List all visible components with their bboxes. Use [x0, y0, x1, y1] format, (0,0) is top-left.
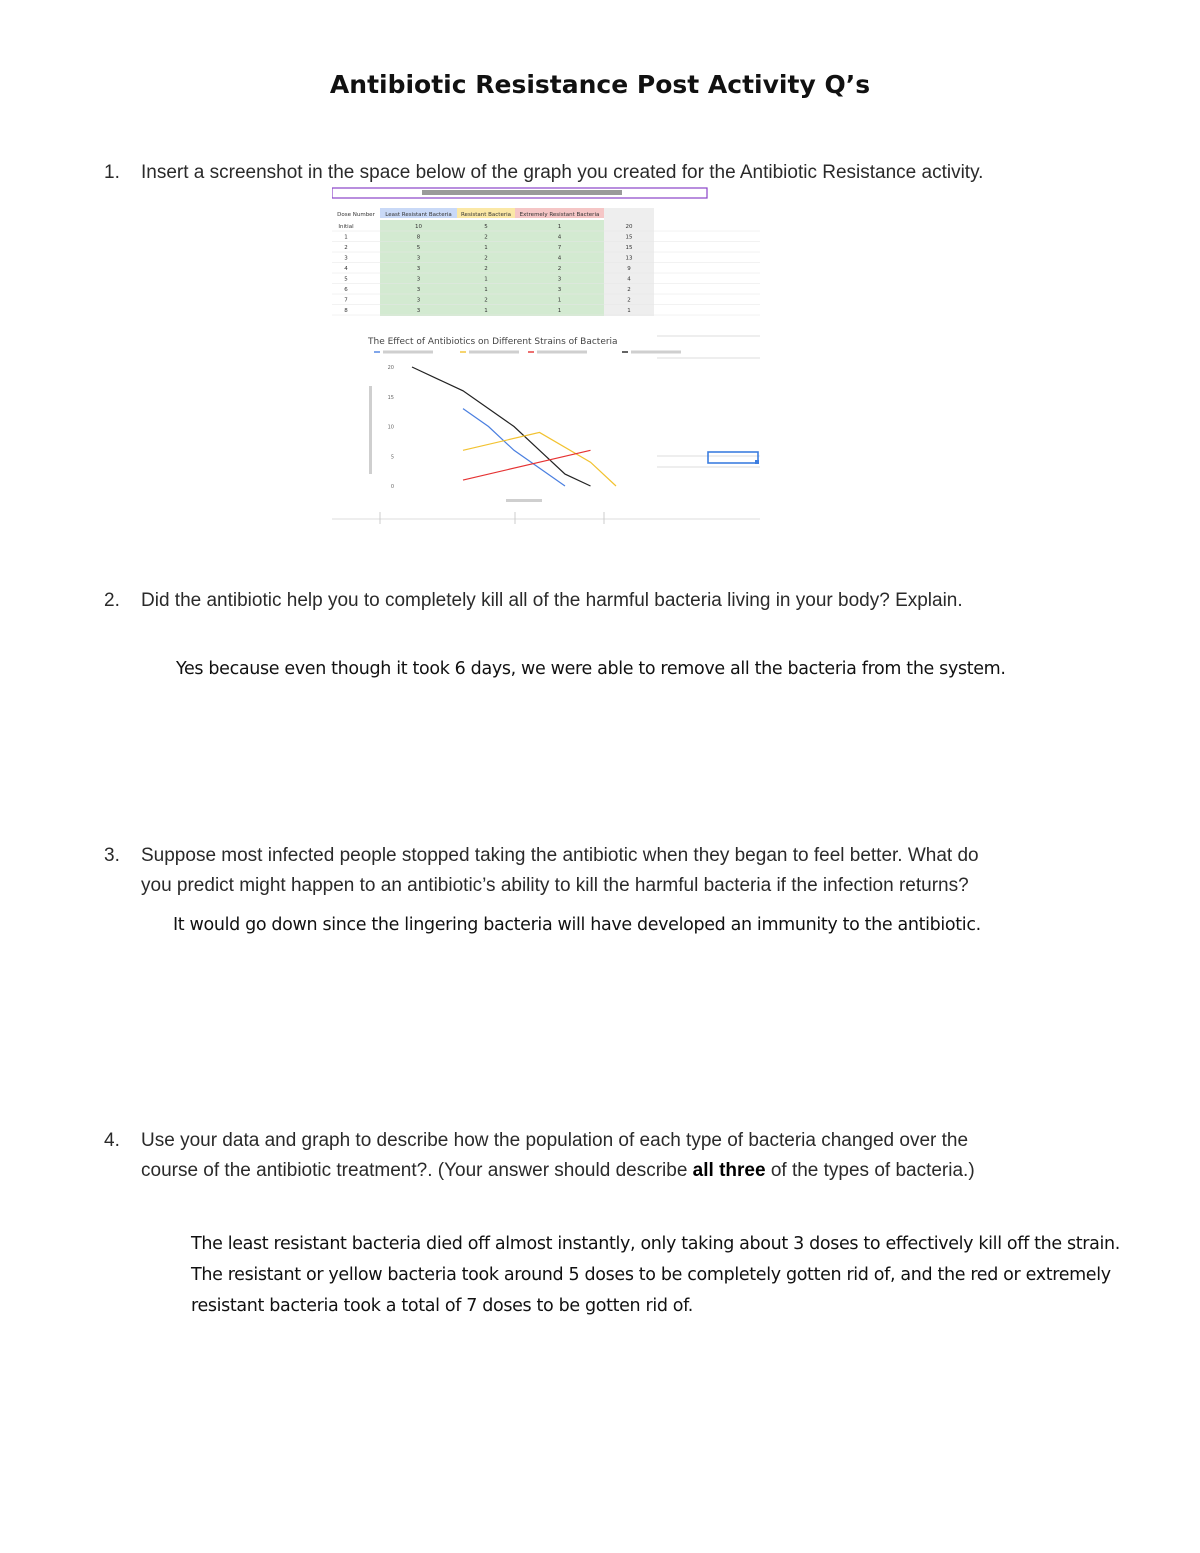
table-cell: 1 — [557, 308, 562, 314]
table-cell: 1 — [484, 287, 488, 293]
table-header-label: Extremely Resistant Bacteria — [519, 212, 600, 218]
table-body-bg — [380, 220, 604, 316]
table-cell: 3 — [416, 276, 421, 283]
question-number: 3. — [104, 845, 120, 866]
graph-screenshot — [332, 186, 760, 524]
table-cell: 6 — [344, 287, 348, 293]
question-text-part: of the types of bacteria.) — [765, 1160, 975, 1181]
table-cell: Initial — [338, 224, 354, 230]
chart-title: The Effect of Antibiotics on Different Strains of Bacteria — [368, 337, 618, 347]
table-cell: 1 — [484, 276, 488, 283]
sheet-title-text — [422, 190, 622, 195]
legend-text — [537, 351, 587, 354]
table-cell: 3 — [344, 255, 348, 262]
answer-line: The least resistant bacteria died off almost instantly, only taking about 3 doses to effectively kill off the strain. — [191, 1234, 1120, 1254]
table-cell: 3 — [416, 266, 421, 272]
question-1 — [104, 158, 1104, 188]
selection-handle — [755, 460, 759, 464]
table-cell: 3 — [557, 287, 562, 293]
table-cell: 15 — [625, 234, 633, 241]
question-text-part: course of the antibiotic treatment?. (Your answer should describe — [141, 1160, 693, 1181]
table-cell: 7 — [344, 297, 348, 304]
question-4 — [104, 1126, 1104, 1186]
table-cell: 2 — [484, 255, 488, 262]
table-cell: 3 — [416, 255, 421, 262]
question-text-line-1: Suppose most infected people stopped taking the antibiotic when they began to feel better. What do — [141, 845, 979, 866]
chart — [360, 328, 681, 518]
table-cell: 1 — [627, 308, 631, 314]
selection-box — [708, 452, 758, 463]
table-cell: 5 — [344, 276, 348, 283]
table-cell: 2 — [344, 245, 348, 251]
question-text-bold: all three — [692, 1160, 766, 1181]
y-tick-label: 0 — [390, 484, 394, 490]
question-text-line-1: Use your data and graph to describe how the population of each type of bacteria changed over the — [141, 1130, 969, 1151]
answer-line: The resistant or yellow bacteria took around 5 doses to be completely gotten rid of, and the red or extremely — [191, 1265, 1111, 1285]
table-cell: 8 — [344, 308, 348, 314]
table-cell: 3 — [416, 287, 421, 293]
table-cell: 2 — [484, 234, 488, 241]
question-number: 4. — [104, 1130, 120, 1151]
legend-text — [469, 351, 519, 354]
question-3 — [104, 841, 1104, 901]
y-tick-label: 15 — [387, 394, 394, 401]
table-cell: 3 — [416, 297, 421, 304]
table-cell: 4 — [557, 255, 562, 262]
legend-text — [631, 351, 681, 354]
y-axis-label — [369, 386, 372, 474]
answer-3: It would go down since the lingering bacteria will have developed an immunity to the antibiotic. — [173, 915, 981, 935]
table-cell: 4 — [627, 276, 631, 283]
table-header-label: Dose Number — [337, 212, 375, 218]
table-cell: 9 — [627, 266, 631, 272]
y-tick-label: 10 — [387, 424, 394, 431]
table-cell: 15 — [625, 245, 633, 251]
table-header-label: Resistant Bacteria — [460, 212, 512, 218]
question-number: 2. — [104, 590, 120, 611]
question-text: Insert a screenshot in the space below of the graph you created for the Antibiotic Resistance activity. — [141, 162, 984, 183]
question-2 — [104, 586, 1104, 616]
table-cell: 2 — [627, 297, 631, 304]
table-cell: 10 — [415, 224, 422, 230]
x-axis-label — [506, 499, 542, 502]
table-cell: 5 — [416, 245, 421, 251]
screenshot-canvas — [332, 186, 760, 524]
table-cell: 1 — [484, 245, 488, 251]
answer-line: resistant bacteria took a total of 7 doses to be gotten rid of. — [191, 1296, 693, 1316]
answer-4 — [191, 1229, 1120, 1322]
table-cell: 1 — [557, 224, 562, 230]
y-tick-label: 5 — [390, 454, 394, 461]
table-cell: 4 — [557, 234, 562, 241]
table-cell: 5 — [484, 224, 488, 230]
y-tick-label: 20 — [387, 365, 394, 371]
legend-text — [383, 351, 433, 354]
table-cell: 4 — [344, 266, 348, 272]
question-text-line-2: you predict might happen to an antibiotic’s ability to kill the harmful bacteria if the infection returns? — [141, 875, 969, 896]
answer-2: Yes because even though it took 6 days, we were able to remove all the bacteria from the system. — [176, 659, 1006, 679]
table-cell: 2 — [557, 266, 562, 272]
page-title: Antibiotic Resistance Post Activity Q’s — [329, 70, 871, 99]
table-cell: 1 — [557, 297, 562, 304]
question-text: Did the antibiotic help you to completely kill all of the harmful bacteria living in your body? Explain. — [141, 590, 963, 611]
table-cell: 2 — [627, 287, 631, 293]
table-cell: 3 — [557, 276, 562, 283]
table-cell: 2 — [484, 266, 488, 272]
table-cell: 8 — [416, 234, 421, 241]
table-header-label: Least Resistant Bacteria — [385, 212, 452, 218]
table-cell: 13 — [625, 255, 633, 262]
table-cell: 1 — [344, 234, 348, 241]
question-text-line-2 — [141, 1156, 1104, 1186]
table-cell: 7 — [557, 245, 562, 251]
table-cell: 2 — [484, 297, 488, 304]
table-cell: 1 — [484, 308, 488, 314]
table-cell: 3 — [416, 308, 421, 314]
table-cell: 20 — [625, 224, 633, 230]
question-number: 1. — [104, 162, 120, 183]
